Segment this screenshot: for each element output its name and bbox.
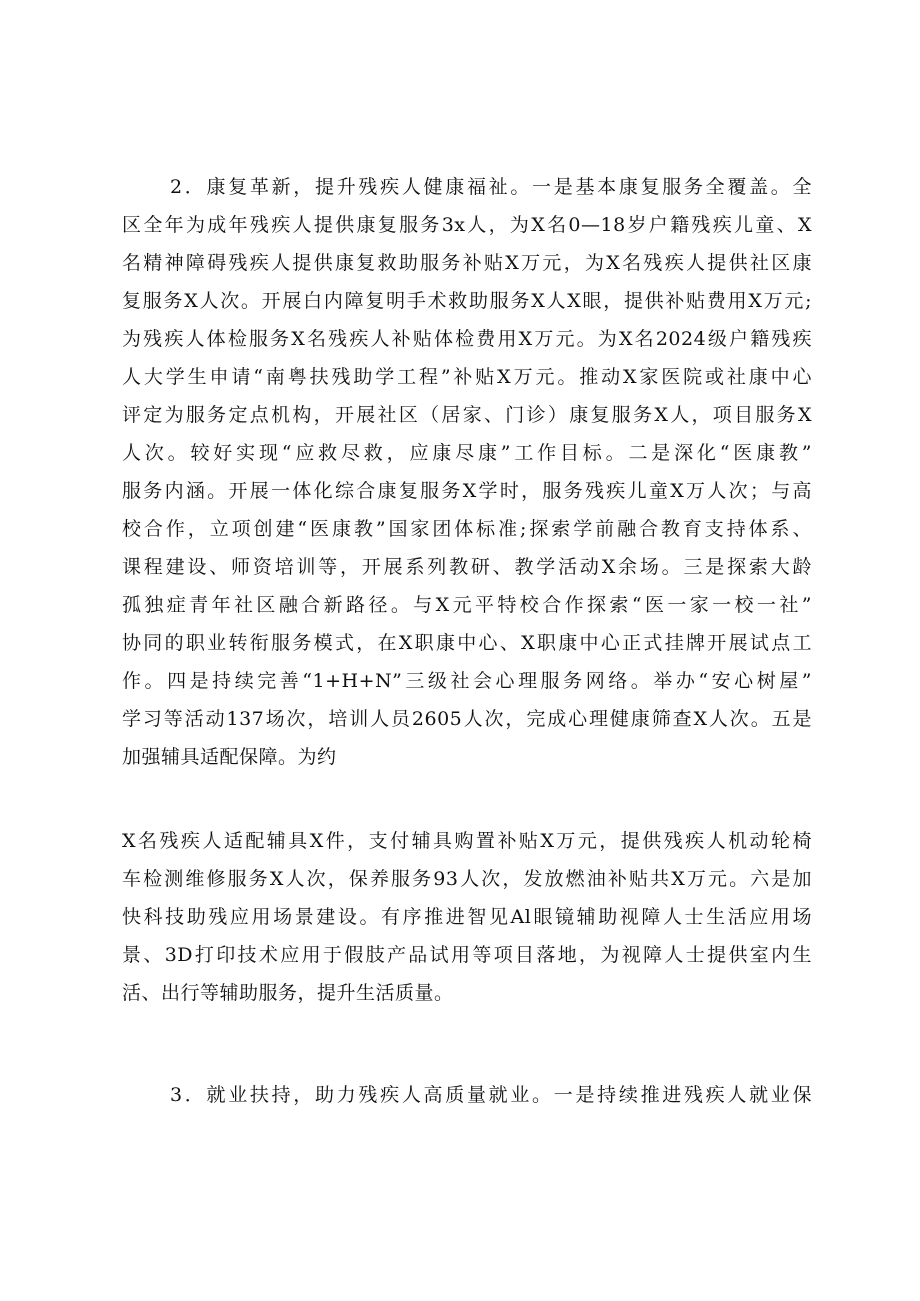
text-line: 3．就业扶持，助力残疾人高质量就业。一是持续推进残疾人就业保 <box>170 1084 812 1106</box>
text-line: 孤独症青年社区融合新路径。与X元平特校合作探索“医一家一校一社” <box>122 594 812 616</box>
text-line: 协同的职业转衔服务模式，在X职康中心、X职康中心正式挂牌开展试点工 <box>122 632 812 654</box>
text-line: 人大学生申请“南粤扶残助学工程”补贴X万元。推动X家医院或社康中心 <box>122 366 812 388</box>
paragraph-employment <box>122 1076 812 1114</box>
text-line: 人次。较好实现“应救尽救，应康尽康”工作目标。二是深化“医康教” <box>122 442 812 464</box>
text-line: 课程建设、师资培训等，开展系列教研、教学活动X余场。三是探索大龄 <box>122 556 812 578</box>
text-line: 区全年为成年残疾人提供康复服务3x人，为X名0—18岁户籍残疾儿童、X <box>122 214 812 236</box>
text-line: 评定为服务定点机构，开展社区（居家、门诊）康复服务X人，项目服务X <box>122 404 812 426</box>
text-line: 服务内涵。开展一体化综合康复服务X学时，服务残疾儿童X万人次；与高 <box>122 480 812 502</box>
text-line: 学习等活动137场次，培训人员2605人次，完成心理健康筛查X人次。五是 <box>122 708 812 730</box>
text-line: 作。四是持续完善“1+H+N”三级社会心理服务网络。举办“安心树屋” <box>122 670 812 692</box>
paragraph-rehabilitation <box>122 168 812 776</box>
text-line: 活、出行等辅助服务，提升生活质量。 <box>122 982 454 1004</box>
text-line: X名残疾人适配辅具X件，支付辅具购置补贴X万元，提供残疾人机动轮椅 <box>122 830 812 852</box>
text-line: 景、3D打印技术应用于假肢产品试用等项目落地，为视障人士提供室内生 <box>122 944 812 966</box>
text-line: 名精神障碍残疾人提供康复救助服务补贴X万元，为X名残疾人提供社区康 <box>122 252 812 274</box>
text-line: 校合作，立项创建“医康教”国家团体标准;探索学前融合教育支持体系、 <box>122 518 812 540</box>
paragraph-assistive-devices <box>122 822 812 1012</box>
text-line: 快科技助残应用场景建设。有序推进智见Al眼镜辅助视障人士生活应用场 <box>122 906 812 928</box>
text-line: 为残疾人体检服务X名残疾人补贴体检费用X万元。为X名2024级户籍残疾 <box>122 328 812 350</box>
text-line: 加强辅具适配保障。为约 <box>122 746 337 768</box>
text-line: 车检测维修服务X人次，保养服务93人次，发放燃油补贴共X万元。六是加 <box>122 868 812 890</box>
text-line: 复服务X人次。开展白内障复明手术救助服务X人X眼，提供补贴费用X万元; <box>122 290 812 312</box>
text-line: 2．康复革新，提升残疾人健康福祉。一是基本康复服务全覆盖。全 <box>170 176 812 198</box>
